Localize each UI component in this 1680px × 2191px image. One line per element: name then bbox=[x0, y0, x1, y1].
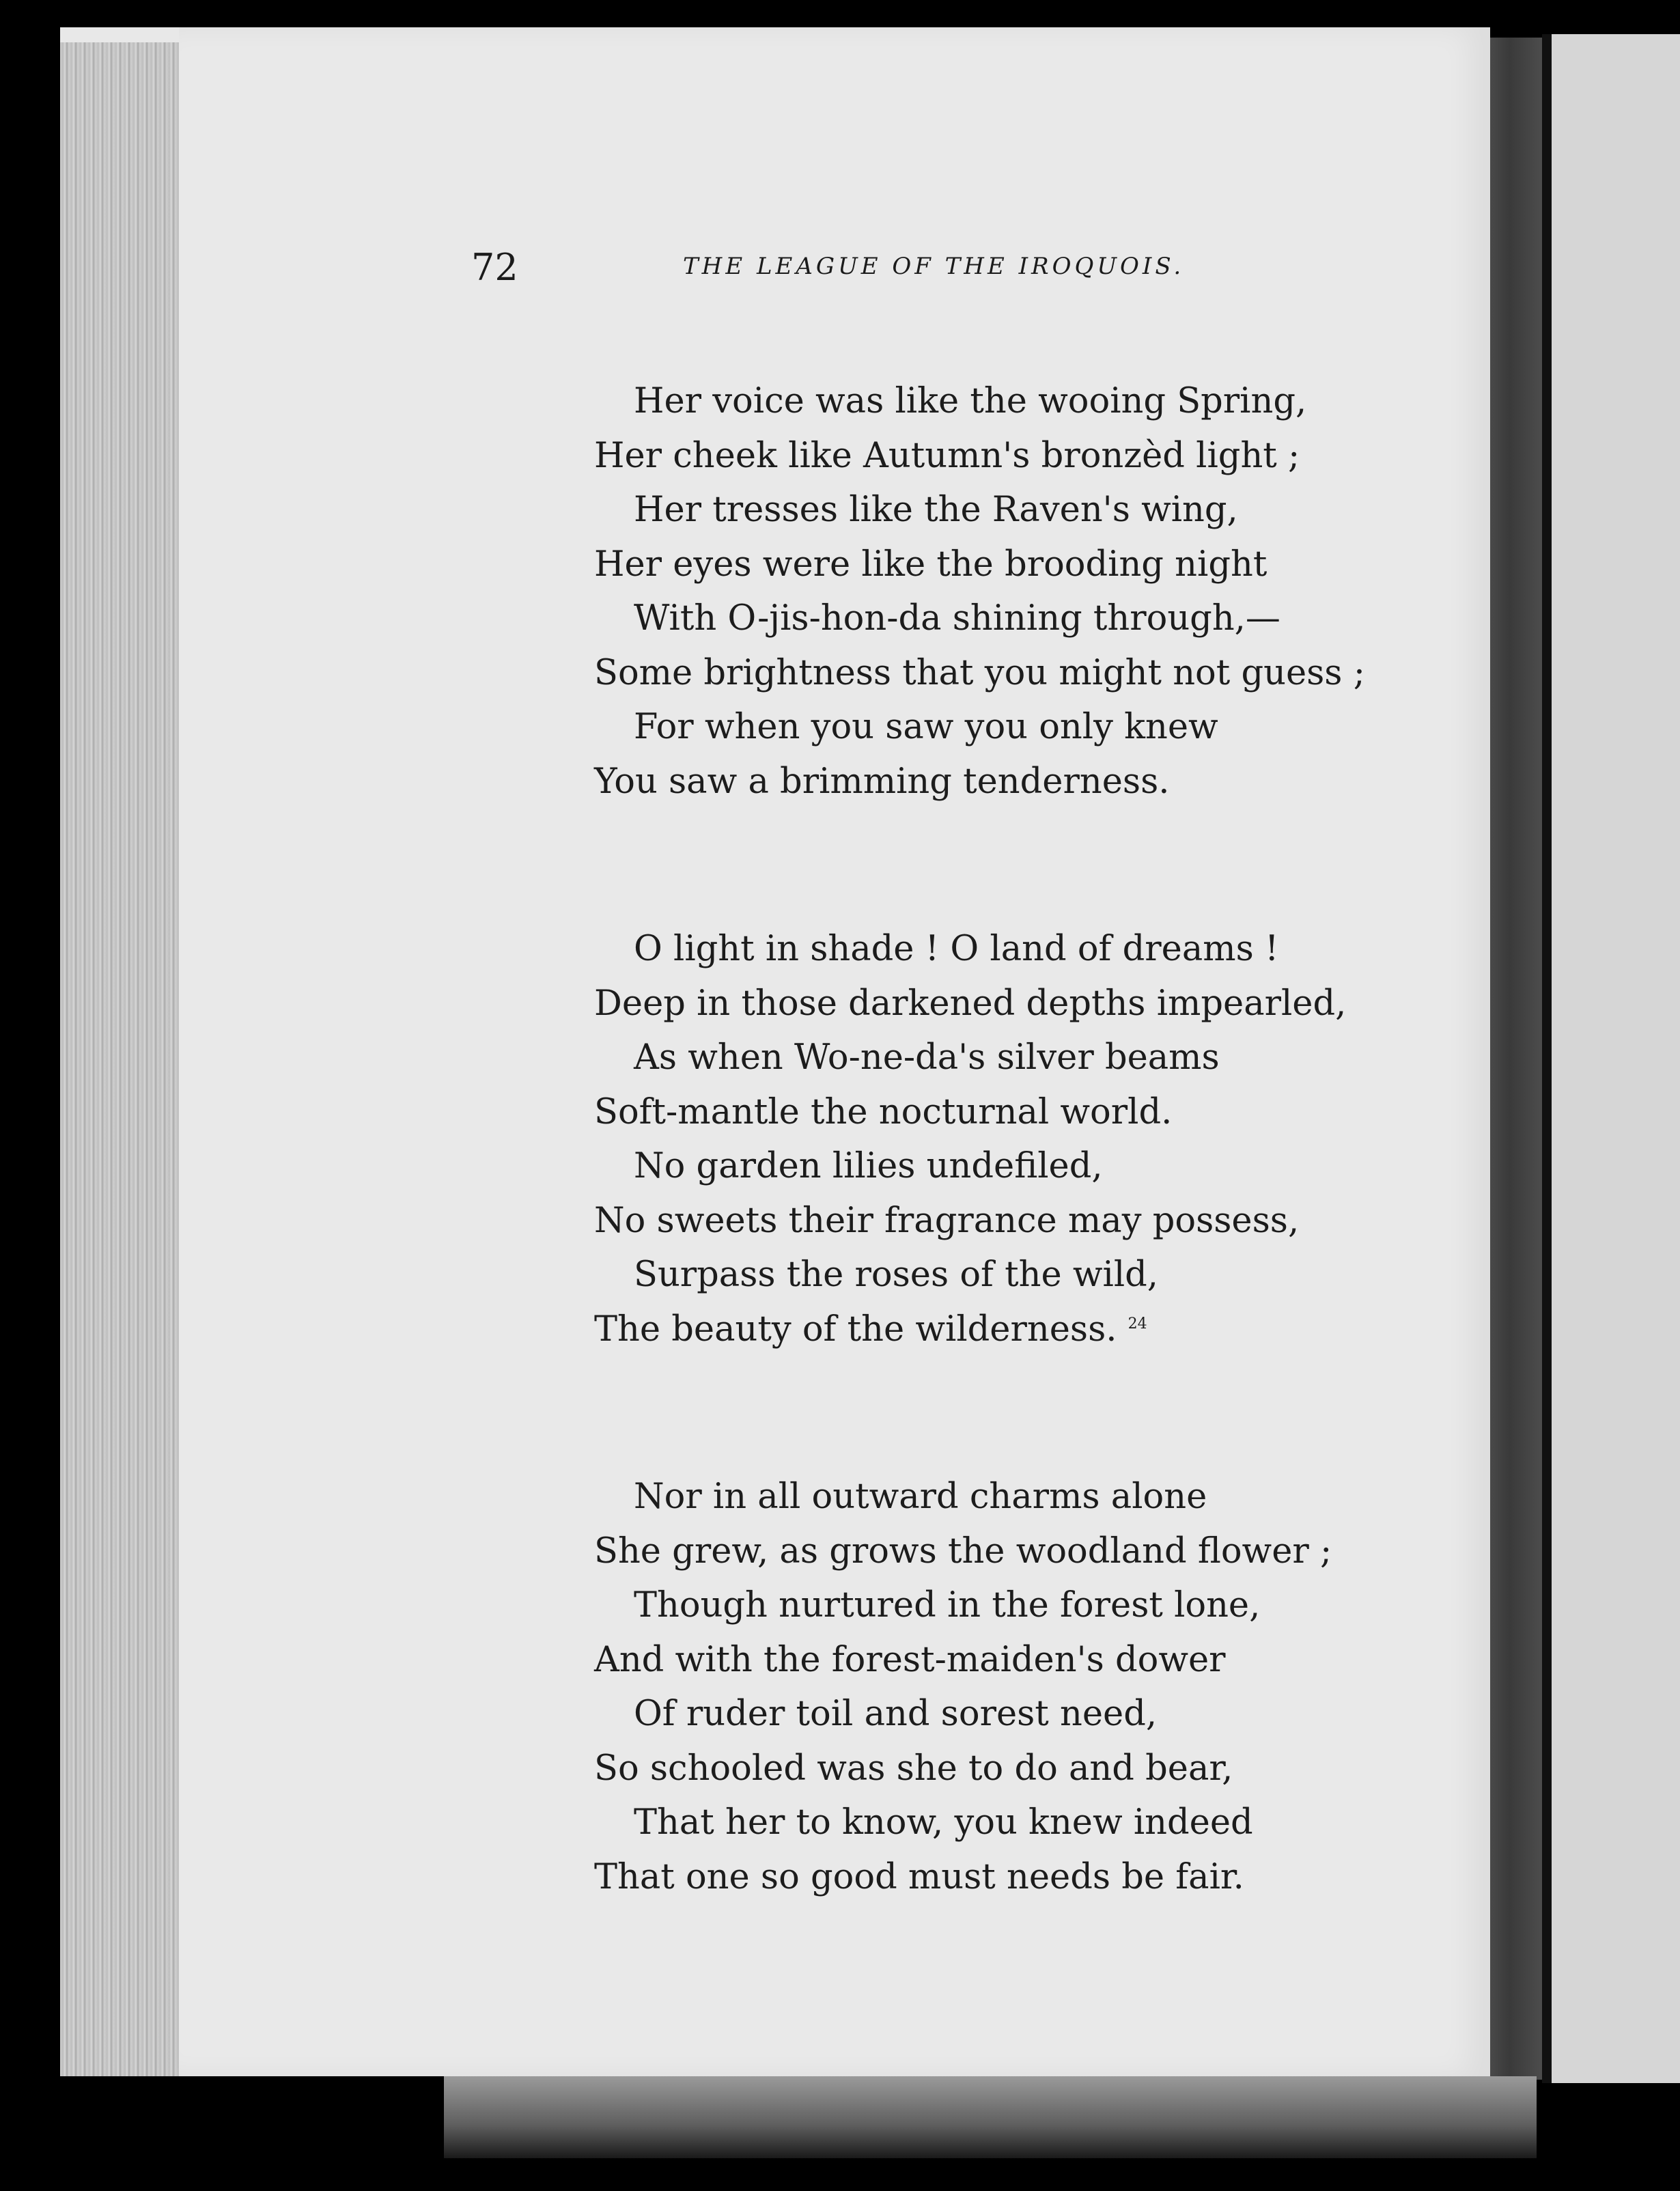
next-page-sliver bbox=[1542, 34, 1680, 2083]
page-edges bbox=[60, 27, 183, 2076]
poem-line: Though nurtured in the forest lone, bbox=[634, 1585, 1261, 1625]
poem-line: Some brightness that you might not guess ; bbox=[594, 652, 1365, 693]
poem-line-with-footnote bbox=[594, 1302, 1373, 1357]
stanza-2 bbox=[594, 922, 1373, 1356]
poem-line: With O-jis-hon-da shining through,— bbox=[634, 598, 1280, 639]
poem-line: Her tresses like the Raven's wing, bbox=[634, 490, 1238, 530]
poem-line: So schooled was she to do and bear, bbox=[594, 1748, 1233, 1789]
running-head bbox=[471, 246, 1250, 287]
poem-line: Her voice was like the wooing Spring, bbox=[634, 381, 1307, 421]
poem-line: She grew, as grows the woodland flower ; bbox=[594, 1531, 1332, 1572]
poem-line: No garden lilies undefiled, bbox=[634, 1146, 1103, 1186]
page-edges-top bbox=[60, 27, 183, 42]
poem-line: Her eyes were like the brooding night bbox=[594, 544, 1268, 585]
poem-line: That her to know, you knew indeed bbox=[634, 1802, 1253, 1843]
footnote-marker: 24 bbox=[1128, 1315, 1147, 1332]
poem-line: As when Wo-ne-da's silver beams bbox=[634, 1037, 1220, 1078]
poem-line: No sweets their fragrance may possess, bbox=[594, 1200, 1300, 1241]
poem-line: Soft-mantle the nocturnal world. bbox=[594, 1091, 1173, 1132]
poem bbox=[594, 374, 1373, 2018]
poem-line: That one so good must needs be fair. bbox=[594, 1856, 1244, 1897]
poem-line: You saw a brimming tenderness. bbox=[594, 761, 1170, 802]
poem-line: And with the forest-maiden's dower bbox=[594, 1639, 1226, 1680]
poem-line: For when you saw you only knew bbox=[634, 707, 1218, 747]
poem-line-text: The beauty of the wilderness. bbox=[594, 1309, 1117, 1350]
running-title: THE LEAGUE OF THE IROQUOIS. bbox=[683, 253, 1185, 280]
stanza-3 bbox=[594, 1470, 1373, 1904]
poem-line: Of ruder toil and sorest need, bbox=[634, 1694, 1158, 1734]
stanza-1 bbox=[594, 374, 1373, 809]
page-number: 72 bbox=[471, 246, 518, 289]
poem-line: Deep in those darkened depths impearled, bbox=[594, 983, 1347, 1024]
poem-line: Nor in all outward charms alone bbox=[634, 1477, 1207, 1517]
poem-line: Surpass the roses of the wild, bbox=[634, 1255, 1158, 1295]
bottom-shadow bbox=[444, 2076, 1537, 2158]
poem-line: O light in shade ! O land of dreams ! bbox=[634, 929, 1279, 969]
poem-line: Her cheek like Autumn's bronzèd light ; bbox=[594, 435, 1300, 476]
